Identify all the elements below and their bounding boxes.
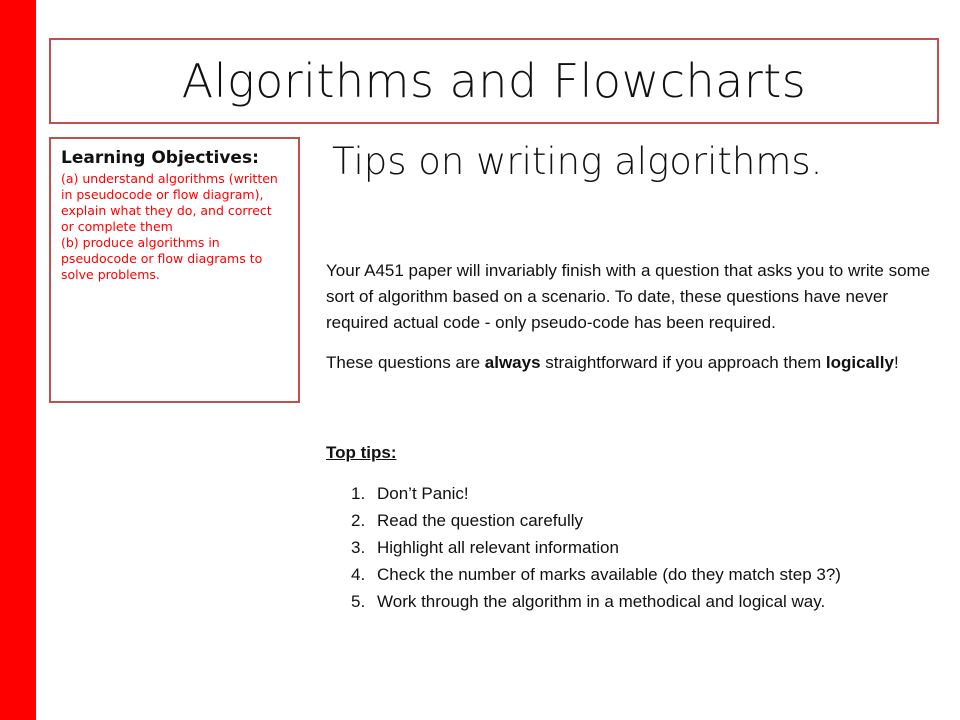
learning-objective-a: (a) understand algorithms (written in pseudocode or flow diagram), explain what they do, and correct or complete them [61,171,278,234]
slide-subtitle: Tips on writing algorithms. [332,140,823,183]
top-tips-heading: Top tips: [326,443,397,462]
tip-text: Highlight all relevant information [377,538,619,557]
learning-objectives-box [49,137,300,403]
tip-item [326,534,941,561]
tip-text: Don’t Panic! [377,484,469,503]
document-excerpt [326,258,941,615]
tip-number: 3. [351,538,366,557]
learning-objectives-heading: Learning Objectives: [61,148,259,168]
slide-title: Algorithms and Flowcharts [181,54,807,108]
logic-paragraph-part1: These questions are [326,353,485,372]
emphasis-always: always [484,353,541,372]
tip-item [326,480,941,507]
logic-paragraph-part3: ! [893,353,899,372]
left-accent-bar [0,0,36,720]
intro-paragraph: Your A451 paper will invariably finish with a question that asks you to write some sort of algorithm based on a scenario. To date, these questions have never required actual code - only pseudo-code has been required. [326,261,931,332]
emphasis-logically: logically [825,353,894,372]
tip-number: 5. [351,592,366,611]
tip-text: Work through the algorithm in a methodical and logical way. [377,592,826,611]
top-tips-list [326,480,941,615]
tip-item [326,561,941,588]
learning-objective-b: (b) produce algorithms in pseudocode or flow diagrams to solve problems. [61,235,263,282]
tip-number: 4. [351,565,366,584]
tip-text: Check the number of marks available (do they match step 3?) [377,565,841,584]
logic-paragraph [326,350,941,376]
tip-number: 1. [351,484,366,503]
tip-item [326,588,941,615]
tip-text: Read the question carefully [377,511,584,530]
logic-paragraph-part2: straightforward if you approach them [540,353,826,372]
tip-item [326,507,941,534]
title-box [49,38,939,124]
tip-number: 2. [351,511,366,530]
